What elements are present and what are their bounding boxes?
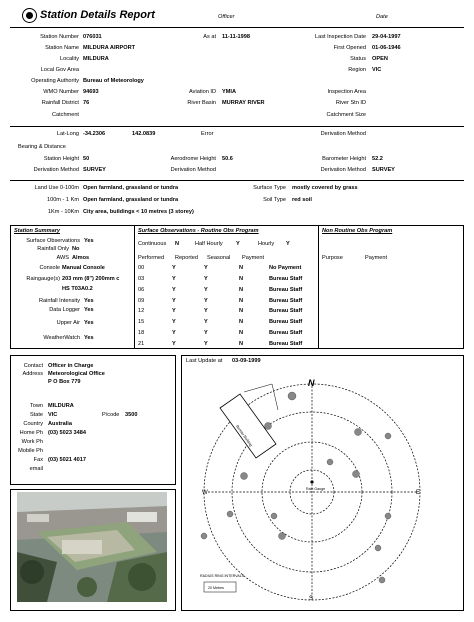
summary-label: Rainfall Only (37, 246, 69, 252)
summary-label: Rainfall Intensity (38, 298, 80, 304)
rainfall-district: 76 (83, 100, 90, 106)
river-basin-label: River Basin (187, 100, 216, 106)
summary-label: AWS (56, 255, 69, 261)
summary-value: Almos (72, 255, 90, 261)
rainfall-district-label: Rainfall District (41, 100, 79, 106)
obs-hour: 18 (138, 329, 145, 336)
land-use-100m-1km-label: 100m - 1 Km (46, 197, 79, 203)
obs-seasonal: N (239, 275, 244, 282)
obs-payment: No Payment (269, 265, 302, 272)
status: OPEN (372, 56, 388, 62)
summary-label: Upper Air (56, 320, 80, 326)
non-routine-title: Non Routine Obs Program (322, 228, 393, 234)
longitude: 142.0839 (132, 131, 156, 137)
obs-payment: Bureau Staff (269, 308, 303, 315)
obs-seasonal: N (239, 340, 244, 347)
obs-performed: Y (172, 340, 176, 347)
tree-icon (271, 513, 277, 519)
land-use-0-100m: Open farmland, grassland or tundra (83, 185, 179, 191)
obs-seasonal: N (239, 308, 244, 315)
obs-hour: 15 (138, 319, 145, 326)
tree-icon (375, 545, 381, 551)
derivation-method-label: Derivation Method (320, 131, 366, 137)
tree-icon (379, 577, 385, 583)
river-basin: MURRAY RIVER (222, 100, 265, 106)
contact-name: Officer in Charge (48, 363, 94, 369)
obs-seasonal: N (239, 297, 244, 304)
hourly-label: Hourly (258, 241, 275, 247)
tree-icon (241, 473, 248, 480)
obs-reported: Y (204, 286, 208, 293)
country-label: Country (23, 421, 43, 427)
scale-legend (200, 574, 245, 592)
aviation-id-label: Aviation ID (189, 89, 216, 95)
town-label: Town (29, 403, 43, 409)
obs-time-row (136, 306, 327, 317)
summary-value: No (72, 246, 80, 252)
obs-time-row (136, 328, 327, 339)
summary-value: HS T03A0.2 (62, 286, 93, 292)
state: VIC (48, 412, 58, 418)
derivation-method-value-2: SURVEY (372, 167, 395, 173)
obs-payment: Bureau Staff (269, 319, 303, 326)
obs-time-row (136, 295, 327, 306)
as-at-label: As at (203, 34, 216, 40)
error-label: Error (201, 131, 214, 137)
status-label: Status (350, 56, 366, 62)
obs-reported: Y (204, 308, 208, 315)
payment-label: Payment (365, 255, 388, 261)
last-inspection-date: 29-04-1997 (372, 34, 401, 40)
first-opened-date: 01-06-1946 (372, 45, 401, 51)
locality: MILDURA (83, 56, 109, 62)
tree-icon (288, 392, 296, 400)
summary-value: Yes (84, 307, 94, 313)
obs-rows (136, 263, 327, 349)
latitude: -34.2306 (83, 131, 106, 137)
land-use-1km-10km: City area, buildings < 10 metres (3 storey) (83, 209, 194, 215)
land-use-label: Land Use 0-100m (34, 185, 79, 191)
continuous-label: Continuous (138, 241, 167, 247)
report-title: Station Details Report (40, 9, 155, 21)
half-hourly-label: Half Hourly (195, 241, 223, 247)
river-stn-id-label: River Stn ID (335, 100, 366, 106)
obs-time-row (136, 263, 327, 274)
station-height: 50 (83, 156, 90, 162)
surface-type-label: Surface Type (253, 185, 286, 191)
surface-obs-title: Surface Observations - Routine Obs Program (138, 228, 259, 234)
inspection-area-label: Inspection Area (327, 89, 366, 95)
hourly-value: Y (286, 241, 290, 247)
station-number: 076031 (83, 34, 102, 40)
summary-label: Surface Observations (26, 238, 80, 244)
rain-gauge-label: Rain Gauge (306, 487, 326, 491)
col-payment: Payment (242, 255, 265, 261)
obs-hour: 21 (138, 340, 145, 347)
mobile-phone-label: Mobile Ph (18, 448, 43, 454)
station-height-label: Station Height (43, 156, 79, 162)
wmo-number: 94693 (83, 89, 99, 95)
obs-time-row (136, 274, 327, 285)
obs-time-row (136, 339, 327, 350)
station-name-label: Station Name (45, 45, 79, 51)
operating-authority: Bureau of Meteorology (83, 78, 144, 84)
obs-hour: 00 (138, 265, 145, 272)
derivation-method-label-2: Derivation Method (33, 167, 79, 173)
obs-payment: Bureau Staff (269, 340, 303, 347)
aviation-id: YMIA (222, 89, 236, 95)
tree-icon (227, 511, 233, 517)
continuous-value: N (175, 241, 180, 247)
building-label: Bureau Building (235, 424, 254, 448)
summary-label: WeatherWatch (43, 335, 80, 341)
tree-icon (327, 459, 333, 465)
obs-seasonal: N (239, 286, 244, 293)
state-label: State (29, 412, 43, 418)
site-photo-image (17, 492, 167, 602)
summary-value: Yes (84, 320, 94, 326)
work-phone-label: Work Ph (21, 439, 43, 445)
summary-value: Yes (84, 335, 94, 341)
derivation-method-label-3: Derivation Method (170, 167, 216, 173)
obs-seasonal: N (239, 329, 244, 336)
tree-icon (385, 433, 391, 439)
south-label: S (309, 596, 314, 602)
obs-reported: Y (204, 275, 208, 282)
legend-title: RADIUS RING INTERVALS (200, 574, 245, 578)
obs-hour: 06 (138, 286, 145, 293)
obs-performed: Y (172, 275, 176, 282)
site-photo (17, 492, 167, 602)
catchment-label: Catchment (51, 112, 79, 118)
tree-icon (353, 471, 360, 478)
aerodrome-height-label: Aerodrome Height (170, 156, 216, 162)
station-number-label: Station Number (40, 34, 79, 40)
town: MILDURA (48, 403, 74, 409)
address-label: Address (22, 371, 43, 377)
tree-icon (385, 513, 391, 519)
col-seasonal: Seasonal (207, 255, 231, 261)
station-summary-title: Station Summary (14, 228, 61, 234)
bearing-distance-label: Bearing & Distance (18, 144, 66, 150)
last-update-label: Last Update at (186, 358, 223, 364)
obs-performed: Y (172, 297, 176, 304)
derivation-method-label-4: Derivation Method (320, 167, 366, 173)
region: VIC (372, 67, 382, 73)
obs-payment: Bureau Staff (269, 286, 303, 293)
north-arrow-icon (308, 378, 315, 388)
obs-reported: Y (204, 340, 208, 347)
pcode-label: P/code (102, 412, 120, 418)
aerodrome-height: 50.6 (222, 156, 233, 162)
obs-performed: Y (172, 286, 176, 293)
land-use-100m-1km: Open farmland, grassland or tundra (83, 197, 179, 203)
divider (10, 126, 464, 127)
barometer-height: 52.2 (372, 156, 383, 162)
obs-time-row (136, 317, 327, 328)
obs-hour: 12 (138, 308, 145, 315)
obs-performed: Y (172, 329, 176, 336)
soil-type: red soil (292, 197, 312, 203)
last-update-date: 03-09-1999 (232, 358, 261, 364)
station-name: MILDURA AIRPORT (83, 45, 136, 51)
obs-payment: Bureau Staff (269, 275, 303, 282)
obs-times-table (136, 263, 327, 349)
date-label: Date (376, 14, 388, 20)
email-label: email (29, 466, 43, 472)
as-at-date: 11-11-1998 (222, 34, 250, 40)
operating-authority-label: Operating Authority (31, 78, 79, 84)
site-diagram (182, 366, 463, 610)
summary-label: Raingauge(s) (26, 276, 60, 282)
fax: (03) 5021 4017 (48, 457, 86, 463)
obs-seasonal: N (239, 319, 244, 326)
obs-reported: Y (204, 329, 208, 336)
obs-performed: Y (172, 308, 176, 315)
obs-hour: 03 (138, 275, 145, 282)
fax-label: Fax (33, 457, 43, 463)
summary-label: Data Logger (49, 307, 80, 313)
summary-value: Yes (84, 298, 94, 304)
contact-label: Contact (23, 363, 43, 369)
catchment-size-label: Catchment Size (326, 112, 366, 118)
country: Australia (48, 421, 72, 427)
west-label: W (202, 490, 208, 496)
obs-performed: Y (172, 319, 176, 326)
tree-icon (201, 533, 207, 539)
lat-long-label: Lat-Long (56, 131, 79, 137)
last-inspection-label: Last Inspection Date (315, 34, 366, 40)
home-phone: (03) 5023 3484 (48, 430, 86, 436)
obs-time-row (136, 285, 327, 296)
tree-icon (265, 423, 272, 430)
soil-type-label: Soil Type (263, 197, 286, 203)
rain-gauge-icon (306, 480, 325, 491)
obs-payment: Bureau Staff (269, 329, 303, 336)
col-performed: Performed (138, 255, 165, 261)
locality-label: Locality (60, 56, 79, 62)
address-line-1: Meteorological Office (48, 371, 105, 377)
derivation-method-value: SURVEY (83, 167, 106, 173)
obs-reported: Y (204, 319, 208, 326)
col-reported: Reported (175, 255, 199, 261)
half-hourly-value: Y (236, 241, 240, 247)
obs-hour: 09 (138, 297, 145, 304)
officer-label: Officer (218, 14, 235, 20)
barometer-height-label: Barometer Height (322, 156, 366, 162)
pcode: 3500 (125, 412, 138, 418)
summary-value: Yes (84, 238, 94, 244)
obs-performed: Y (172, 265, 176, 272)
bureau-logo-icon (22, 8, 37, 23)
surface-type: mostly covered by grass (292, 185, 358, 191)
tree-icon (355, 429, 362, 436)
region-label: Region (348, 67, 366, 73)
divider (10, 180, 464, 181)
east-label: E (416, 490, 421, 496)
north-label: N (308, 378, 315, 388)
summary-value: 203 mm (8") 200mm c (62, 276, 120, 282)
obs-payment: Bureau Staff (269, 297, 303, 304)
purpose-label: Purpose (322, 255, 343, 261)
wmo-number-label: WMO Number (43, 89, 79, 95)
summary-label: Console (39, 265, 60, 271)
summary-value: Manual Console (62, 265, 105, 271)
legend-value: 20 Metres (208, 586, 224, 590)
home-phone-label: Home Ph (19, 430, 43, 436)
first-opened-label: First Opened (333, 45, 366, 51)
tree-icon (279, 533, 286, 540)
divider (134, 225, 135, 349)
local-gov-label: Local Gov Area (40, 67, 79, 73)
report-header (10, 4, 464, 28)
address-line-2: P O Box 779 (48, 379, 81, 385)
obs-seasonal: N (239, 265, 244, 272)
obs-reported: Y (204, 297, 208, 304)
obs-reported: Y (204, 265, 208, 272)
land-use-1km-10km-label: 1Km - 10Km (47, 209, 79, 215)
bureau-building-icon (220, 384, 278, 458)
